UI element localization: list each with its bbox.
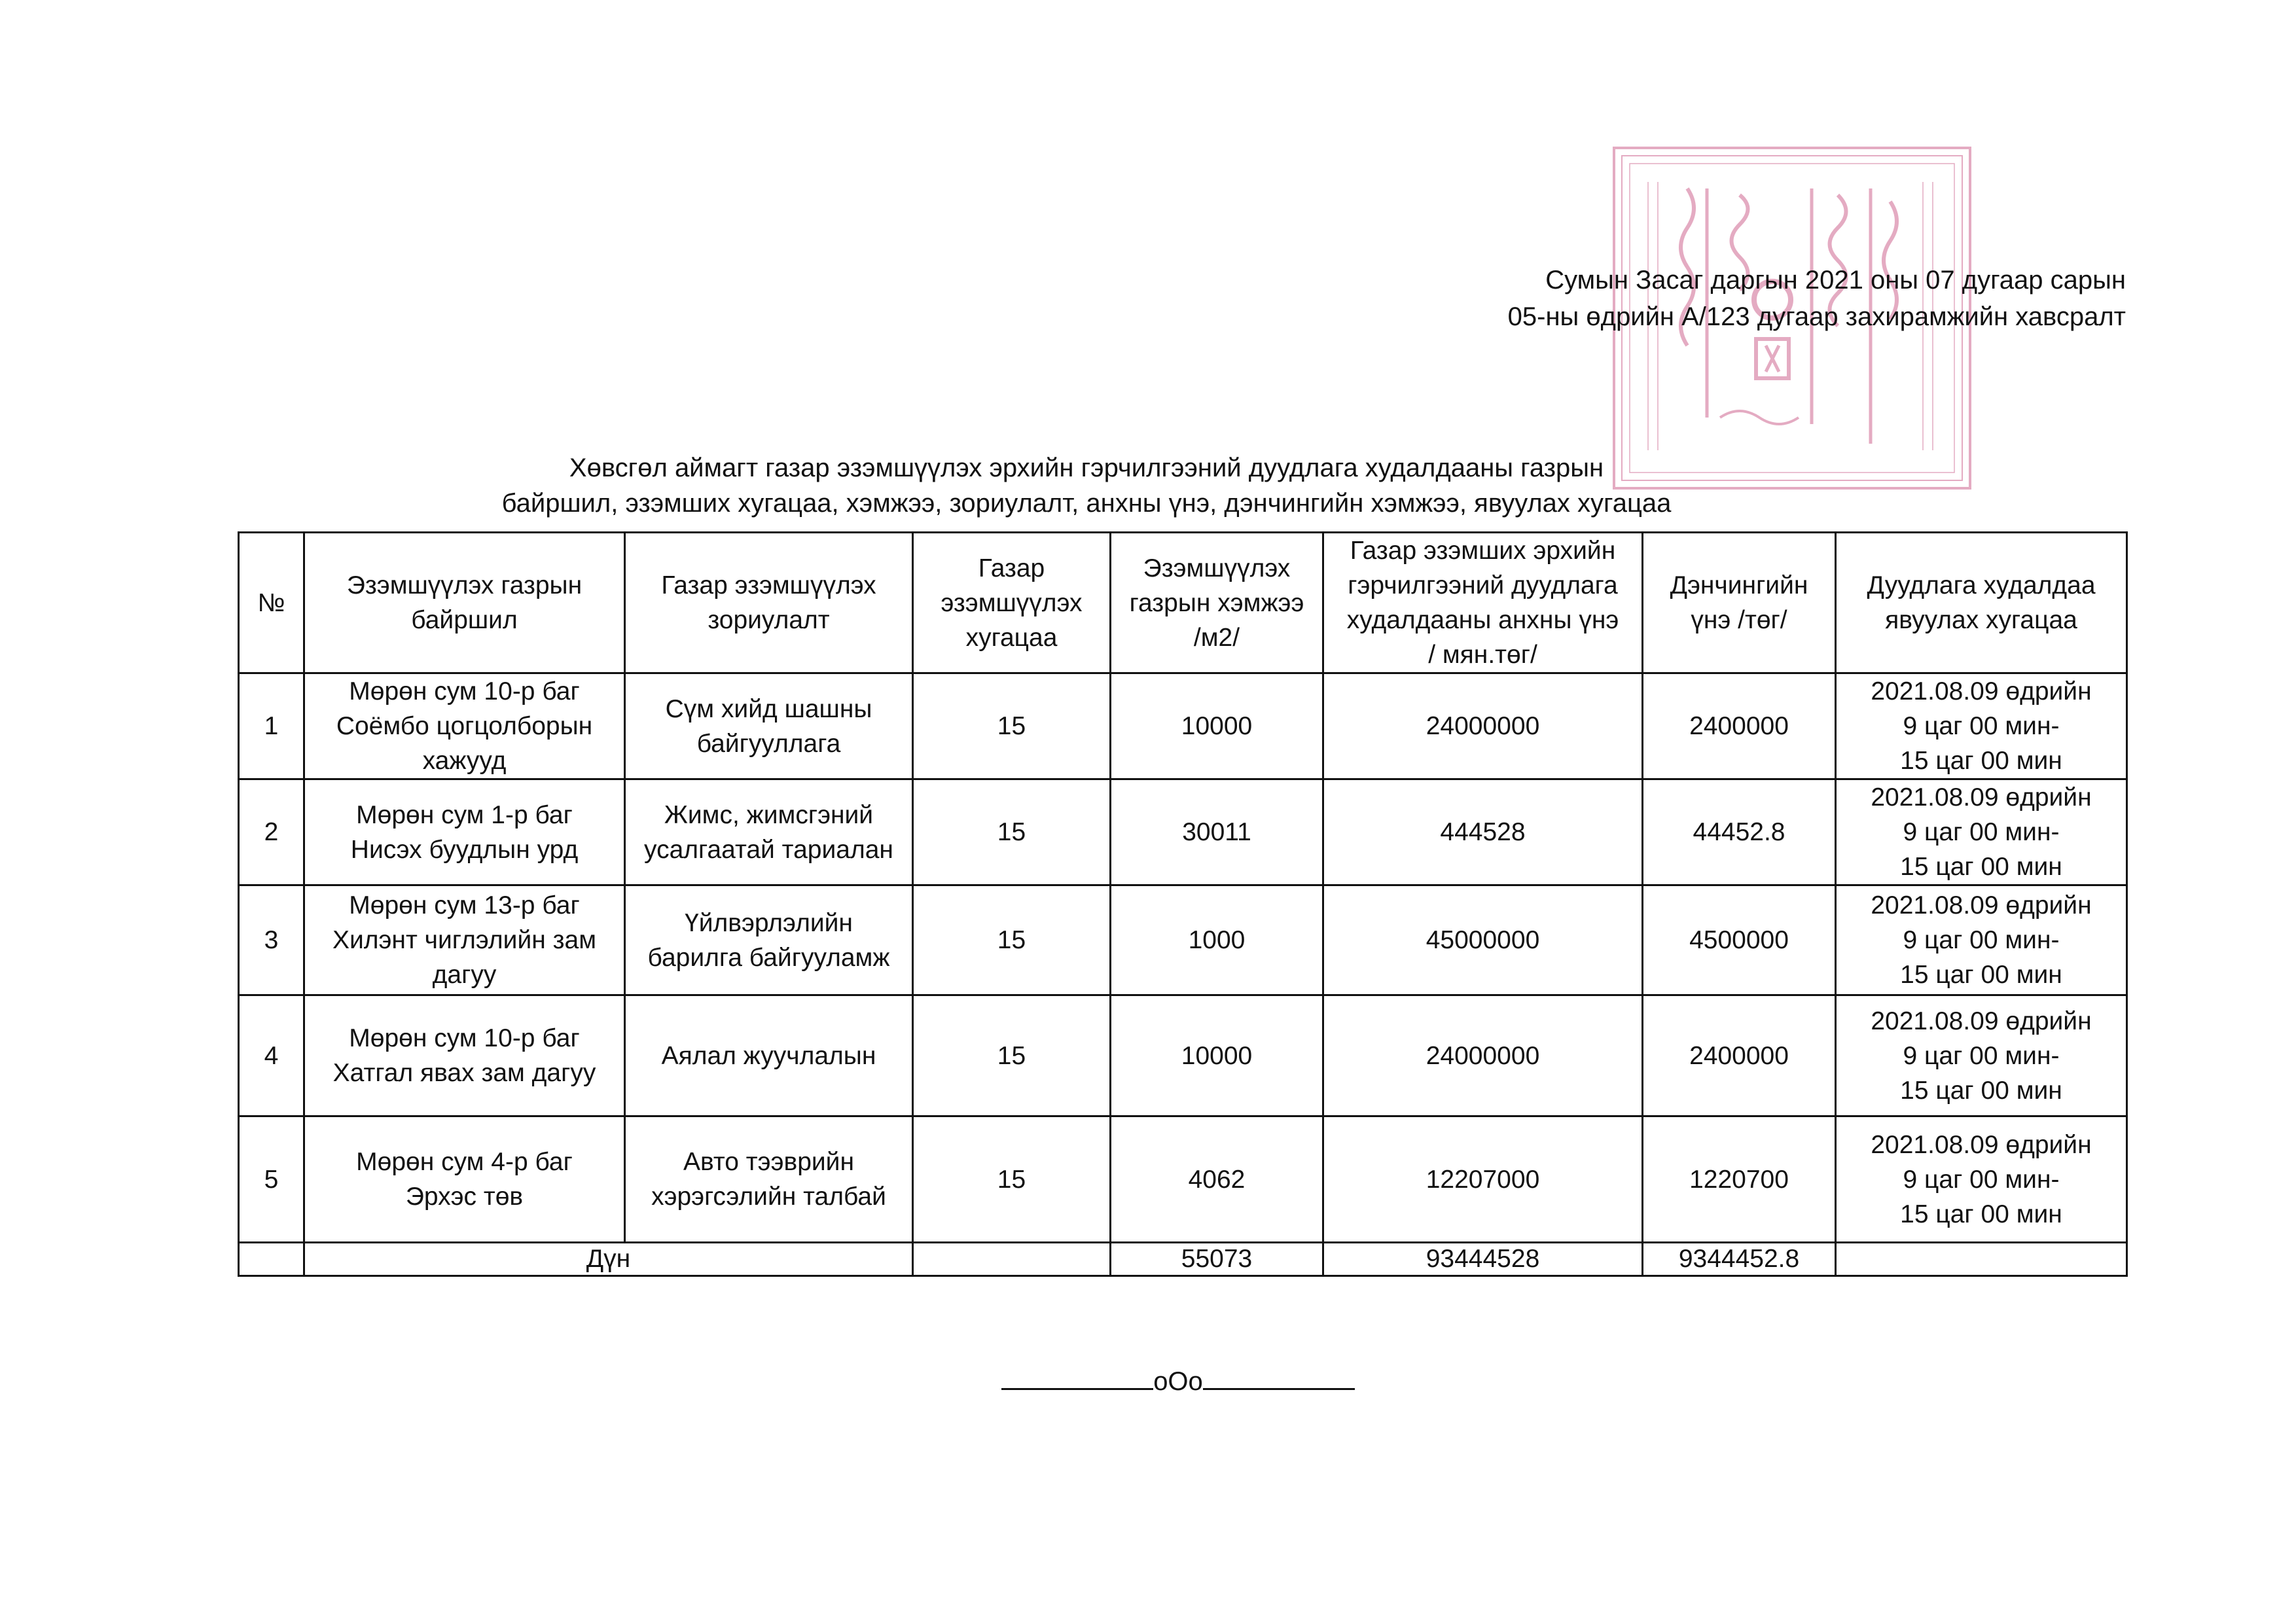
cell-purpose: Авто тээврийн хэрэгсэлийн талбай — [625, 1116, 913, 1243]
table-row — [239, 1116, 2127, 1243]
end-mark — [982, 1365, 1374, 1398]
auction-table — [238, 531, 2128, 1277]
cell-deposit: 2400000 — [1643, 673, 1836, 779]
cell-schedule: 2021.08.09 өдрийн 9 цаг 00 мин- 15 цаг 00 мин — [1836, 995, 2127, 1116]
cell-area: 4062 — [1111, 1116, 1323, 1243]
end-mark-line-right — [1203, 1388, 1355, 1390]
end-mark-line-left — [1001, 1388, 1153, 1390]
table-row — [239, 995, 2127, 1116]
cell-deposit: 1220700 — [1643, 1116, 1836, 1243]
total-empty-cell — [913, 1243, 1111, 1276]
cell-deposit: 2400000 — [1643, 995, 1836, 1116]
total-area: 55073 — [1111, 1243, 1323, 1276]
cell-number: 3 — [239, 885, 304, 995]
table-row — [239, 779, 2127, 885]
total-label: Дүн — [304, 1243, 913, 1276]
cell-purpose: Жимс, жимсгэний усалгаатай тариалан — [625, 779, 913, 885]
column-header-location: Эзэмшүүлэх газрын байршил — [304, 533, 625, 673]
total-empty-cell — [1836, 1243, 2127, 1276]
cell-area: 10000 — [1111, 673, 1323, 779]
cell-number: 2 — [239, 779, 304, 885]
cell-area: 10000 — [1111, 995, 1323, 1116]
cell-location: Мөрөн сум 13-р баг Хилэнт чиглэлийн зам дагуу — [304, 885, 625, 995]
cell-deposit: 44452.8 — [1643, 779, 1836, 885]
decree-reference — [1508, 262, 2126, 335]
cell-start-price: 12207000 — [1323, 1116, 1643, 1243]
table-total-row — [239, 1243, 2127, 1276]
cell-schedule: 2021.08.09 өдрийн 9 цаг 00 мин- 15 цаг 00 мин — [1836, 779, 2127, 885]
cell-number: 4 — [239, 995, 304, 1116]
cell-location: Мөрөн сум 10-р баг Хатгал явах зам дагуу — [304, 995, 625, 1116]
table-row — [239, 673, 2127, 779]
cell-schedule: 2021.08.09 өдрийн 9 цаг 00 мин- 15 цаг 00 мин — [1836, 673, 2127, 779]
cell-number: 5 — [239, 1116, 304, 1243]
document-title — [242, 450, 1931, 521]
cell-area: 1000 — [1111, 885, 1323, 995]
total-deposit: 9344452.8 — [1643, 1243, 1836, 1276]
cell-purpose: Аялал жуучлалын — [625, 995, 913, 1116]
table-row — [239, 885, 2127, 995]
document-title-line1: Хөвсгөл аймагт газар эзэмшүүлэх эрхийн гэрчилгээний дуудлага худалдааны газрын — [569, 454, 1604, 482]
column-header-deposit: Дэнчингийн үнэ /төг/ — [1643, 533, 1836, 673]
column-header-term: Газар эзэмшүүлэх хугацаа — [913, 533, 1111, 673]
cell-number: 1 — [239, 673, 304, 779]
cell-term: 15 — [913, 1116, 1111, 1243]
column-header-schedule: Дуудлага худалдаа явуулах хугацаа — [1836, 533, 2127, 673]
cell-purpose: Сүм хийд шашны байгууллага — [625, 673, 913, 779]
cell-purpose: Үйлвэрлэлийн барилга байгууламж — [625, 885, 913, 995]
cell-term: 15 — [913, 885, 1111, 995]
cell-location: Мөрөн сум 4-р баг Эрхэс төв — [304, 1116, 625, 1243]
document-title-line2: байршил, эзэмших хугацаа, хэмжээ, зориулалт, анхны үнэ, дэнчингийн хэмжээ, явуулах хугацаа — [501, 489, 1672, 518]
total-empty-cell — [239, 1243, 304, 1276]
cell-start-price: 24000000 — [1323, 995, 1643, 1116]
total-start-price: 93444528 — [1323, 1243, 1643, 1276]
table-header-row — [239, 533, 2127, 673]
cell-start-price: 444528 — [1323, 779, 1643, 885]
cell-area: 30011 — [1111, 779, 1323, 885]
decree-reference-line1: Сумын Засаг даргын 2021 оны 07 дугаар сарын — [1545, 266, 2126, 294]
cell-start-price: 45000000 — [1323, 885, 1643, 995]
decree-reference-line2: 05-ны өдрийн А/123 дугаар захирамжийн хавсралт — [1507, 302, 2126, 331]
cell-schedule: 2021.08.09 өдрийн 9 цаг 00 мин- 15 цаг 00 мин — [1836, 885, 2127, 995]
cell-term: 15 — [913, 995, 1111, 1116]
cell-term: 15 — [913, 779, 1111, 885]
cell-start-price: 24000000 — [1323, 673, 1643, 779]
cell-term: 15 — [913, 673, 1111, 779]
column-header-purpose: Газар эзэмшүүлэх зориулалт — [625, 533, 913, 673]
column-header-area: Эзэмшүүлэх газрын хэмжээ /м2/ — [1111, 533, 1323, 673]
end-mark-text: oOo — [1153, 1367, 1203, 1396]
cell-location: Мөрөн сум 10-р баг Соёмбо цогцолборын хажууд — [304, 673, 625, 779]
column-header-number: № — [239, 533, 304, 673]
cell-schedule: 2021.08.09 өдрийн 9 цаг 00 мин- 15 цаг 00 мин — [1836, 1116, 2127, 1243]
cell-location: Мөрөн сум 1-р баг Нисэх буудлын урд — [304, 779, 625, 885]
column-header-start-price: Газар эзэмших эрхийн гэрчилгээний дуудлага худалдааны анхны үнэ / мян.төг/ — [1323, 533, 1643, 673]
cell-deposit: 4500000 — [1643, 885, 1836, 995]
